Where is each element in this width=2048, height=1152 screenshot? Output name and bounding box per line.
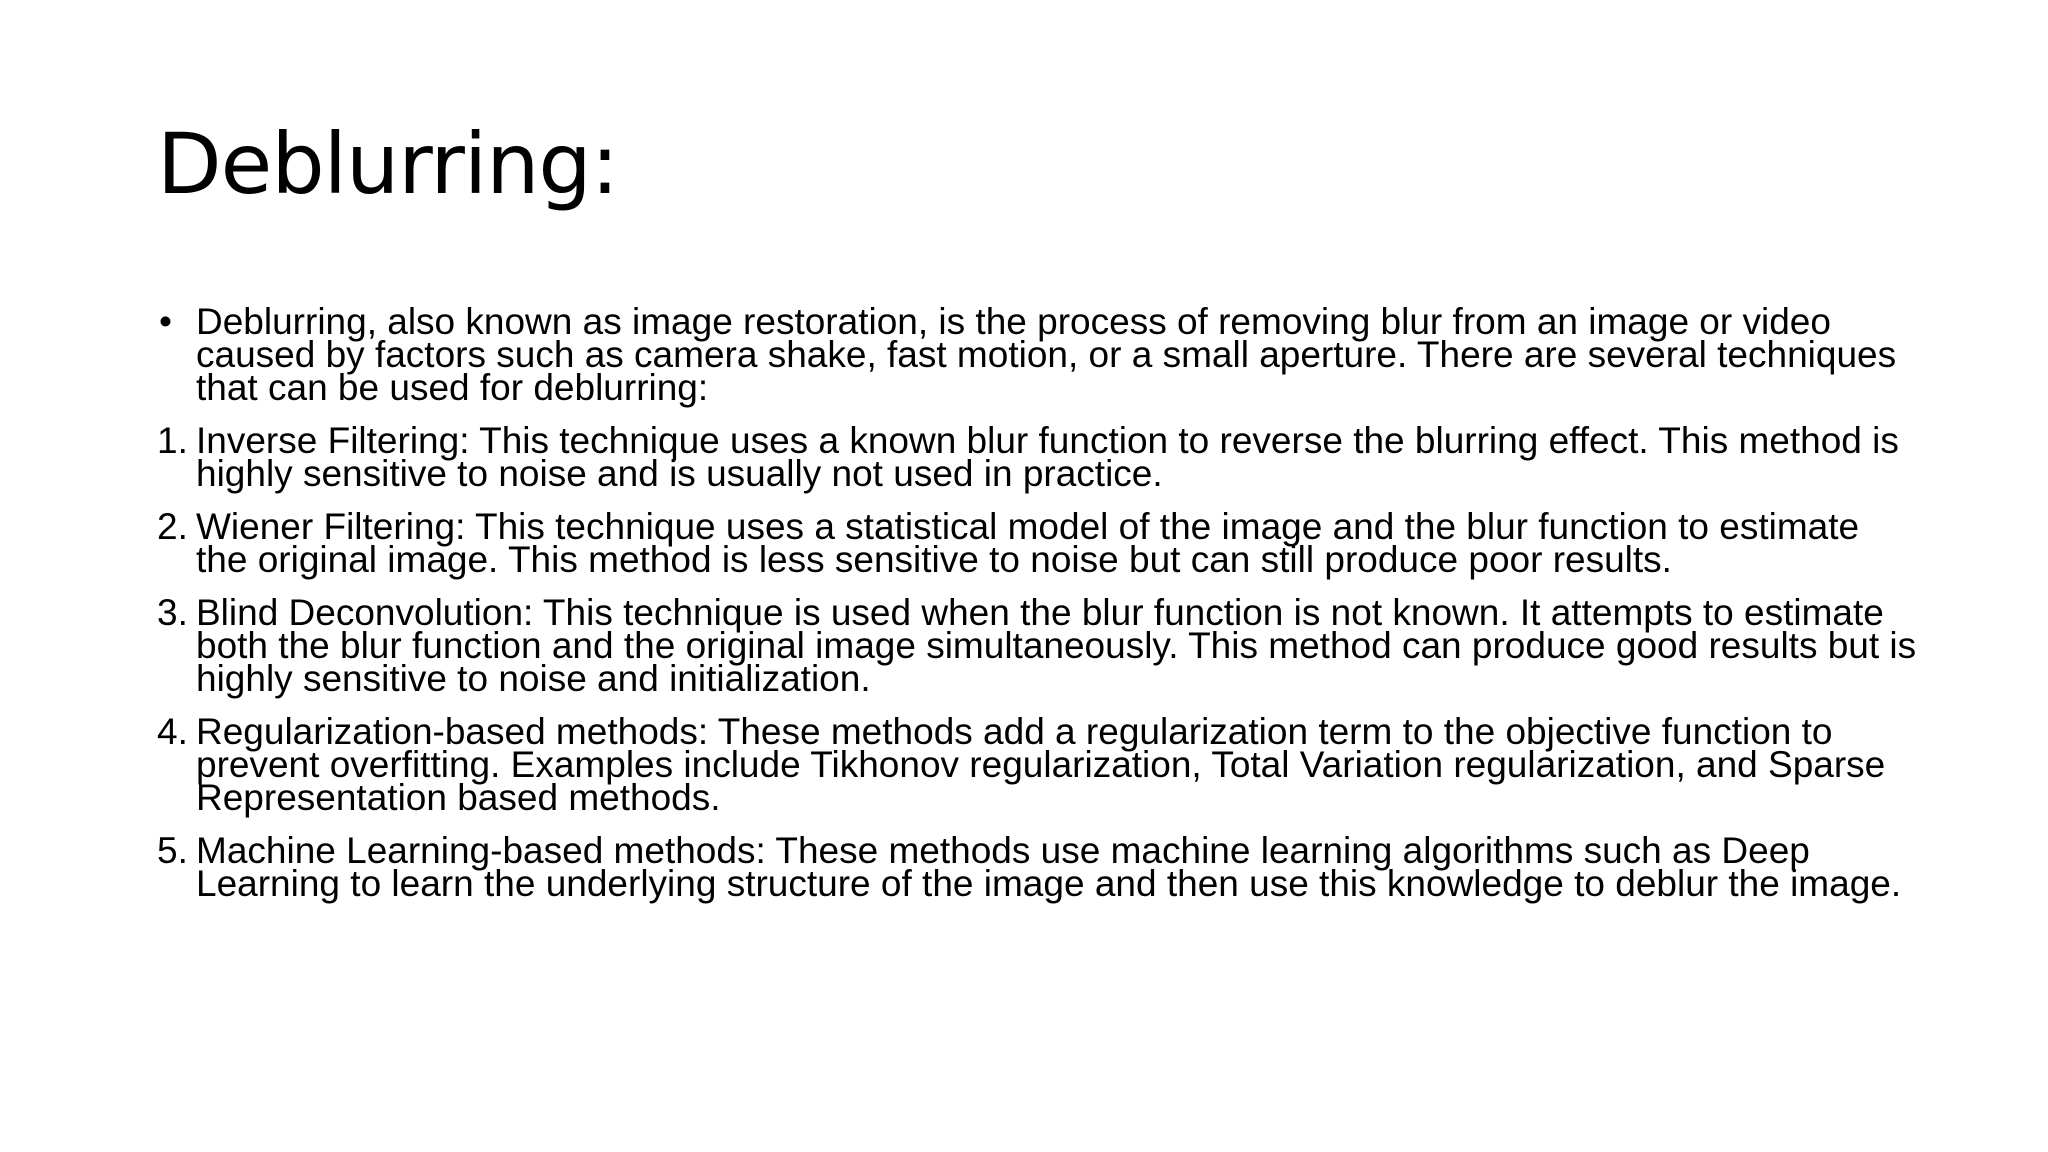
list-number-2: 2. [157, 506, 188, 547]
slide-title: Deblurring: [157, 115, 619, 213]
intro-text: Deblurring, also known as image restoration, is the process of removing blur from an image or video caused by factors such as camera shake, fast motion, or a small aperture. There are several techniques that can be used for deblurring: [196, 301, 1897, 408]
list-item-1 [157, 420, 1917, 494]
list-item-4 [157, 711, 1917, 818]
list-number-5: 5. [157, 830, 188, 871]
bullet-marker: • [159, 301, 172, 342]
list-item-3 [157, 592, 1917, 699]
slide-body [157, 301, 1917, 920]
list-number-4: 4. [157, 711, 188, 752]
list-text-2: Wiener Filtering: This technique uses a statistical model of the image and the blur function to estimate the original image. This method is less sensitive to noise but can still produce poor results. [196, 506, 1860, 580]
list-item-5 [157, 830, 1917, 904]
list-text-5: Machine Learning-based methods: These methods use machine learning algorithms such as Deep Learning to learn the underlying structure of the image and then use this knowledge to deblur the image. [196, 830, 1902, 904]
list-text-4: Regularization-based methods: These methods add a regularization term to the objective function to prevent overfitting. Examples include Tikhonov regularization, Total Variation regularization, and Sparse Representation based methods. [196, 711, 1886, 818]
intro-paragraph [157, 301, 1917, 408]
list-item-2 [157, 506, 1917, 580]
list-number-1: 1. [157, 420, 188, 461]
list-text-3: Blind Deconvolution: This technique is used when the blur function is not known. It attempts to estimate both the blur function and the original image simultaneously. This method can produce good results but is highly sensitive to noise and initialization. [196, 592, 1917, 699]
list-number-3: 3. [157, 592, 188, 633]
list-text-1: Inverse Filtering: This technique uses a known blur function to reverse the blurring effect. This method is highly sensitive to noise and is usually not used in practice. [196, 420, 1899, 494]
